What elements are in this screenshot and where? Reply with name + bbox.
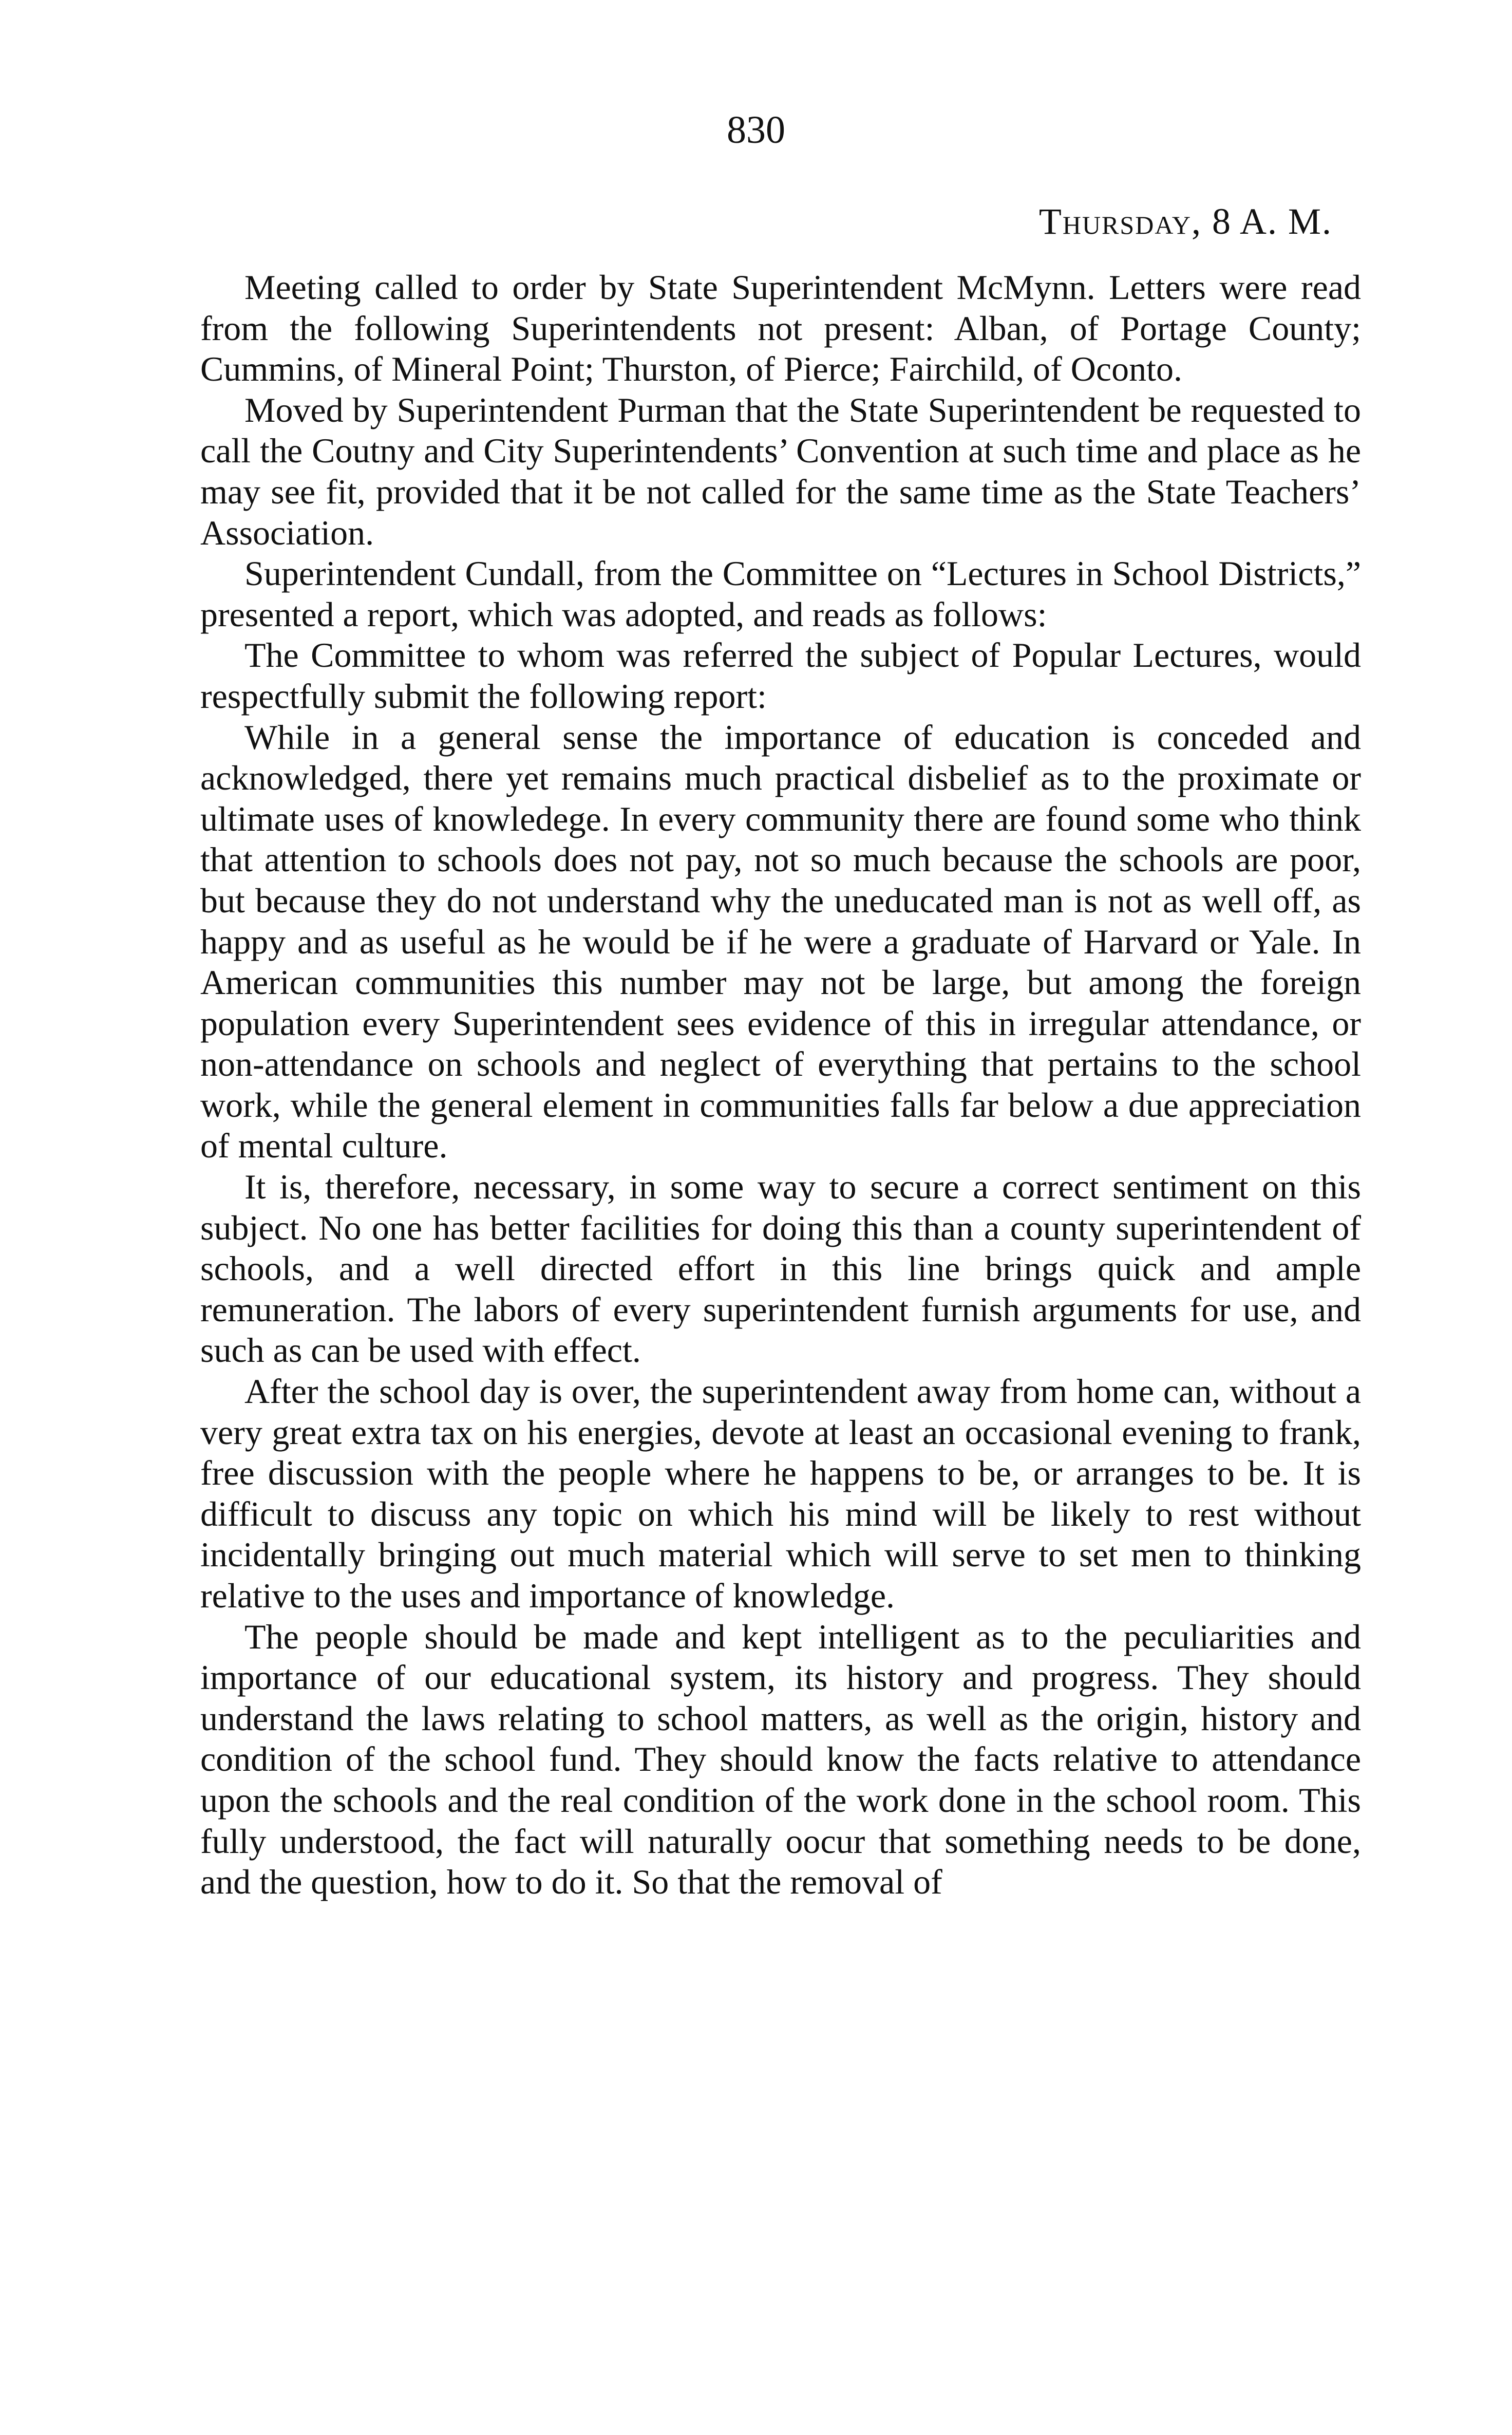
body-text	[200, 267, 1361, 1903]
paragraph-correct-sentiment: It is, therefore, necessary, in some way to secure a correct sentiment on this subject. No one has better facilities for doing this than a county superintendent of schools, and a well directed effort in this line brings quick and ample remuneration. The labors of every superintendent furnish arguments for use, and such as can be used with effect.	[200, 1167, 1361, 1370]
paragraph-committee-intro: The Committee to whom was referred the subject of Popular Lectures, would respectfully submit the following report:	[200, 635, 1361, 716]
page-number: 830	[727, 108, 785, 152]
session-heading	[1039, 203, 1332, 240]
session-day: Thursday,	[1038, 201, 1202, 242]
paragraph-after-school-day: After the school day is over, the superintendent away from home can, without a very great extra tax on his energies, devote at least an occasional evening to frank, free discussion with the people where he happens to be, or arranges to be. It is difficult to discuss any topic on which his mind will be likely to rest without incidentally bringing out much material which will serve to set men to thinking relative to the uses and importance of knowledge.	[200, 1372, 1361, 1615]
paragraph-people-intelligent: The people should be made and kept intelligent as to the peculiarities and importance of our educational system, its history and progress. They should understand the laws relating to school matters, as well as the origin, history and condition of the school fund. They should know the facts relative to attendance upon the schools and the real condition of the work done in the school room. This fully understood, the fact will naturally oocur that something needs to be done, and the question, how to do it. So that the removal of	[200, 1617, 1361, 1902]
paragraph-importance-of-education: While in a general sense the importance of education is conceded and acknowledged, there yet remains much practical disbelief as to the proximate or ultimate uses of knowledege. In every community there are found some who think that attention to schools does not pay, not so much because the schools are poor, but because they do not understand why the uneducated man is not as well off, as happy and as useful as he would be if he were a graduate of Harvard or Yale. In American communities this number may not be large, but among the foreign population every Superintendent sees evidence of this in irregular attendance, or non-attendance on schools and neglect of everything that pertains to the school work, while the general element in communities falls far below a due appreciation of mental culture.	[200, 717, 1361, 1166]
session-time: 8 A. M.	[1212, 201, 1332, 242]
paragraph-cundall-report: Superintendent Cundall, from the Committee on “Lectures in School Districts,” presented a report, which was adopted, and reads as follows:	[200, 554, 1361, 634]
paragraph-meeting-called: Meeting called to order by State Superintendent McMynn. Letters were read from the following Superintendents not present: Alban, of Portage County; Cummins, of Mineral Point; Thurston, of Pierce; Fairchild, of Oconto.	[200, 268, 1361, 389]
paragraph-motion-purman: Moved by Superintendent Purman that the State Superintendent be requested to call the Coutny and City Superintendents’ Convention at such time and place as he may see fit, provided that it be not called for the same time as the State Teachers’ Association.	[200, 390, 1361, 552]
